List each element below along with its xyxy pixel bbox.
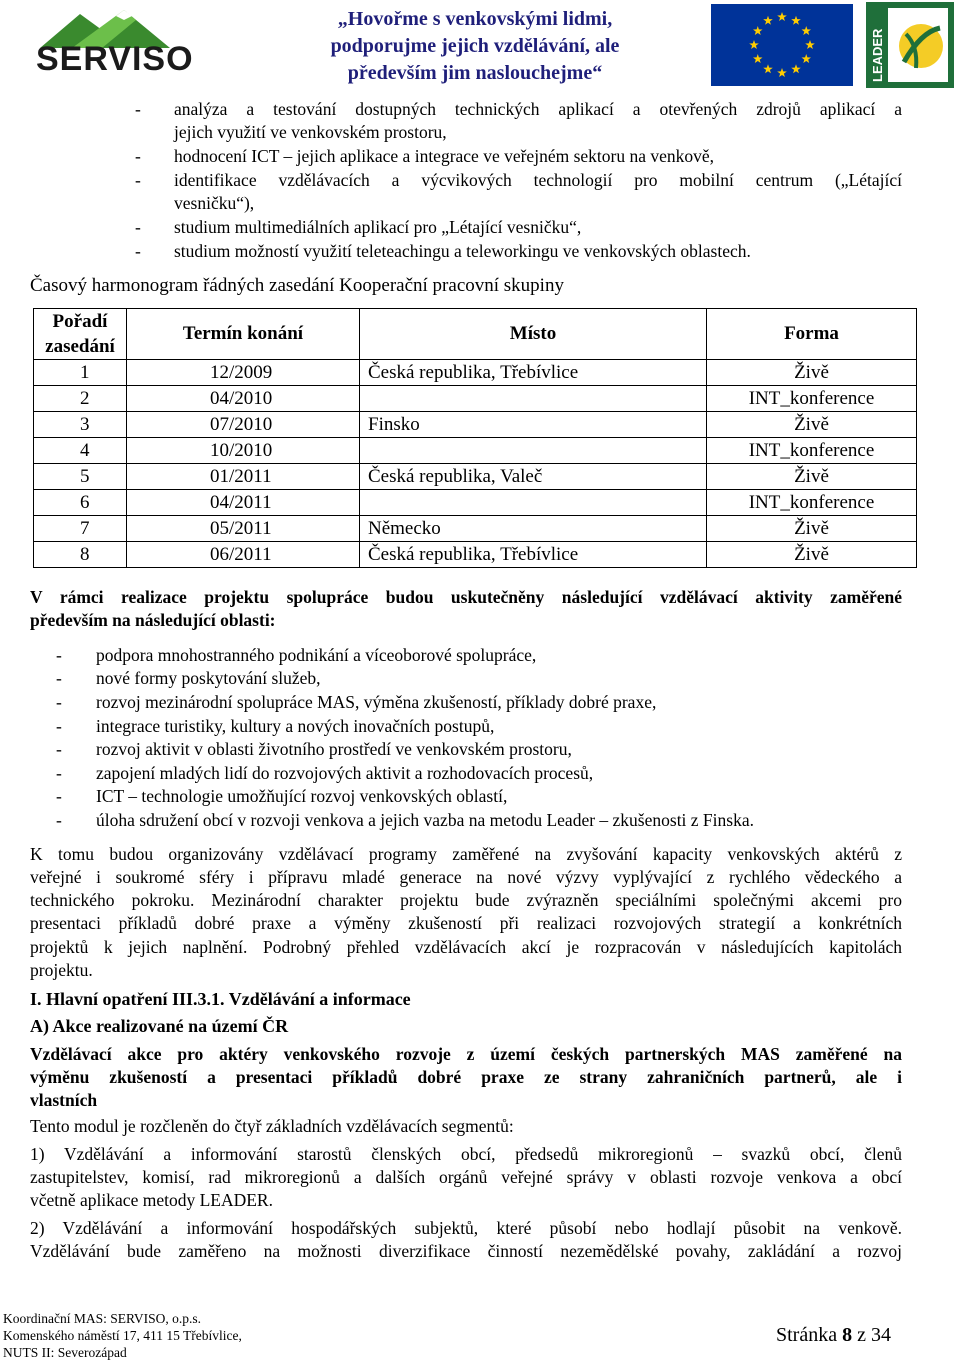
footer-line: NUTS II: Severozápad <box>3 1345 127 1360</box>
table-row <box>34 412 917 438</box>
footer-address <box>3 1310 242 1361</box>
order-cell: 7 <box>34 516 127 542</box>
date-cell: 07/2010 <box>127 412 360 438</box>
place-cell <box>360 490 707 516</box>
section-title: I. Hlavní opatření III.3.1. Vzdělávání a informace <box>30 989 411 1009</box>
activities-heading-continuation: především na následující oblasti: <box>30 610 276 630</box>
list-item: hodnocení ICT – jejich aplikace a integrace ve veřejném sektoru na venkově, <box>174 146 715 166</box>
date-cell: 04/2011 <box>127 490 360 516</box>
list-item: rozvoj aktivit v oblasti životního prostředí ve venkovském prostoru, <box>96 739 572 759</box>
segment-line: zastupitelstev, komisí, rad mikroregionů a dalších orgánů veřejné správy v oblasti rozvoje venkova a obcí <box>30 1167 902 1187</box>
bullet-dash: - <box>56 692 62 712</box>
paragraph-line: presentaci příkladů dobré praxe a výměny zkušeností při realizaci rozvojových strategií a konkrétních <box>30 913 902 933</box>
column-header: Místo <box>360 309 707 360</box>
serviso-logo <box>32 6 214 74</box>
order-cell: 4 <box>34 438 127 464</box>
schedule-table <box>33 308 917 568</box>
list-item: ICT – technologie umožňující rozvoj venkovských oblastí, <box>96 786 508 806</box>
leader-logo <box>866 2 954 88</box>
bullet-dash: - <box>56 645 62 665</box>
table-row <box>34 490 917 516</box>
subsection-title: A) Akce realizované na území ČR <box>30 1016 289 1036</box>
bullet-dash: - <box>135 146 141 166</box>
bullet-dash: - <box>135 170 141 190</box>
form-cell: Živě <box>707 412 917 438</box>
heading-line: vlastních <box>30 1090 98 1110</box>
table-header-row <box>34 309 917 360</box>
heading-line: Vzdělávací akce pro aktéry venkovského rozvoje z území českých partnerských MAS zaměřené na <box>30 1044 902 1064</box>
footer-line: Koordinační MAS: SERVISO, o.p.s. <box>3 1311 202 1326</box>
paragraph-line: K tomu budou organizovány vzdělávací programy zaměřené na zvyšování kapacity venkovských aktérů z <box>30 844 902 864</box>
current-page: 8 <box>842 1324 853 1346</box>
mountain-logo-icon <box>32 6 214 74</box>
activities-heading: V rámci realizace projektu spolupráce budou uskutečněny následující vzdělávací aktivity zaměřené <box>30 587 902 607</box>
serviso-logo-text: SERVISO <box>36 40 194 74</box>
bullet-dash: - <box>135 99 141 119</box>
bullet-dash: - <box>56 810 62 830</box>
list-item-continuation: jejich využití ve venkovském prostoru, <box>174 122 447 142</box>
order-cell: 8 <box>34 542 127 568</box>
form-cell: Živě <box>707 360 917 386</box>
list-item: studium možností využití teleteachingu a teleworkingu ve venkovských oblastech. <box>174 241 751 261</box>
segment-line: včetně aplikace metody LEADER. <box>30 1190 273 1210</box>
list-item-continuation: vesničku“), <box>174 193 255 213</box>
paragraph-line: projektu. <box>30 960 93 980</box>
bullet-dash: - <box>135 241 141 261</box>
list-item: podpora mnohostranného podnikání a víceoborové spolupráce, <box>96 645 537 665</box>
table-row <box>34 360 917 386</box>
order-cell: 1 <box>34 360 127 386</box>
schedule-heading: Časový harmonogram řádných zasedání Kooperační pracovní skupiny <box>30 275 564 296</box>
eu-flag-icon <box>711 4 853 86</box>
form-cell: Živě <box>707 542 917 568</box>
table-row <box>34 516 917 542</box>
table-row <box>34 438 917 464</box>
page-of: z <box>857 1324 866 1346</box>
paragraph-line: technického pokroku. Mezinárodní charakter projektu bude zvýrazněn speciálními společnými akcemi pro <box>30 890 902 910</box>
column-header: Forma <box>707 309 917 360</box>
slogan-line: podporujme jejich vzdělávání, ale <box>330 35 620 57</box>
date-cell: 05/2011 <box>127 516 360 542</box>
segment-line: 2) Vzdělávání a informování hospodářských subjektů, které působí nebo hodlají působit na venkově. <box>30 1218 902 1238</box>
place-cell: Česká republika, Třebívlice <box>360 542 707 568</box>
list-item: identifikace vzdělávacích a výcvikových technologií pro mobilní centrum („Létající <box>174 170 902 190</box>
page-number <box>776 1324 891 1347</box>
order-cell: 6 <box>34 490 127 516</box>
place-cell: Česká republika, Valeč <box>360 464 707 490</box>
order-cell: 2 <box>34 386 127 412</box>
form-cell: INT_konference <box>707 386 917 412</box>
form-cell: INT_konference <box>707 490 917 516</box>
paragraph-line: projektů k jejich naplnění. Podrobný přehled vzdělávacích akcí je rozpracován v následujících kapitolách <box>30 937 902 957</box>
segment-line: 1) Vzdělávání a informování starostů členských obcí, předsedů mikroregionů – svazků obcí, členů <box>30 1144 902 1164</box>
list-item: nové formy poskytování služeb, <box>96 668 321 688</box>
bullet-dash: - <box>56 716 62 736</box>
module-intro: Tento modul je rozčleněn do čtyř základních vzdělávacích segmentů: <box>30 1116 514 1136</box>
order-cell: 3 <box>34 412 127 438</box>
date-cell: 12/2009 <box>127 360 360 386</box>
list-item: úloha sdružení obcí v rozvoji venkova a jejich vazba na metodu Leader – zkušenosti z Finska. <box>96 810 754 830</box>
column-header: Termín konání <box>127 309 360 360</box>
list-item: analýza a testování dostupných technických aplikací a otevřených zdrojů aplikací a <box>174 99 902 119</box>
form-cell: Živě <box>707 464 917 490</box>
place-cell: Německo <box>360 516 707 542</box>
list-item: studium multimediálních aplikací pro „Létající vesničku“, <box>174 217 582 237</box>
date-cell: 06/2011 <box>127 542 360 568</box>
slogan <box>270 6 680 87</box>
column-header: Pořadí zasedání <box>34 309 127 360</box>
date-cell: 04/2010 <box>127 386 360 412</box>
form-cell: INT_konference <box>707 438 917 464</box>
table-row <box>34 386 917 412</box>
bullet-dash: - <box>135 217 141 237</box>
place-cell <box>360 386 707 412</box>
heading-line: výměnu zkušeností a presentaci příkladů dobré praxe ze strany zahraničních partnerů, ale i <box>30 1067 902 1087</box>
slogan-line: „Hovořme s venkovskými lidmi, <box>337 8 613 30</box>
form-cell: Živě <box>707 516 917 542</box>
page-label: Stránka <box>776 1324 838 1346</box>
place-cell: Česká republika, Třebívlice <box>360 360 707 386</box>
bullet-dash: - <box>56 786 62 806</box>
paragraph-line: veřejné i soukromé sféry i přípravu mladé generace na nové výzvy vyplývající z rychlého vědeckého a <box>30 867 902 887</box>
list-item: rozvoj mezinárodní spolupráce MAS, výměna zkušeností, příklady dobré praxe, <box>96 692 657 712</box>
bullet-dash: - <box>56 763 62 783</box>
segment-line: Vzdělávání bude zaměřeno na možnosti diverzifikace činností nezemědělské povahy, zakládání a rozvoj <box>30 1241 902 1261</box>
list-item: zapojení mladých lidí do rozvojových aktivit a rozhodovacích procesů, <box>96 763 594 783</box>
total-pages: 34 <box>870 1324 891 1346</box>
date-cell: 01/2011 <box>127 464 360 490</box>
list-item: integrace turistiky, kultury a nových inovačních postupů, <box>96 716 495 736</box>
date-cell: 10/2010 <box>127 438 360 464</box>
slogan-line: především jim naslouchejme“ <box>347 62 603 84</box>
place-cell: Finsko <box>360 412 707 438</box>
table-row <box>34 542 917 568</box>
leader-logo-text: LEADER <box>870 28 885 82</box>
bullet-dash: - <box>56 739 62 759</box>
table-row <box>34 464 917 490</box>
bullet-dash: - <box>56 668 62 688</box>
order-cell: 5 <box>34 464 127 490</box>
footer-line: Komenského náměstí 17, 411 15 Třebívlice, <box>3 1328 242 1343</box>
place-cell <box>360 438 707 464</box>
